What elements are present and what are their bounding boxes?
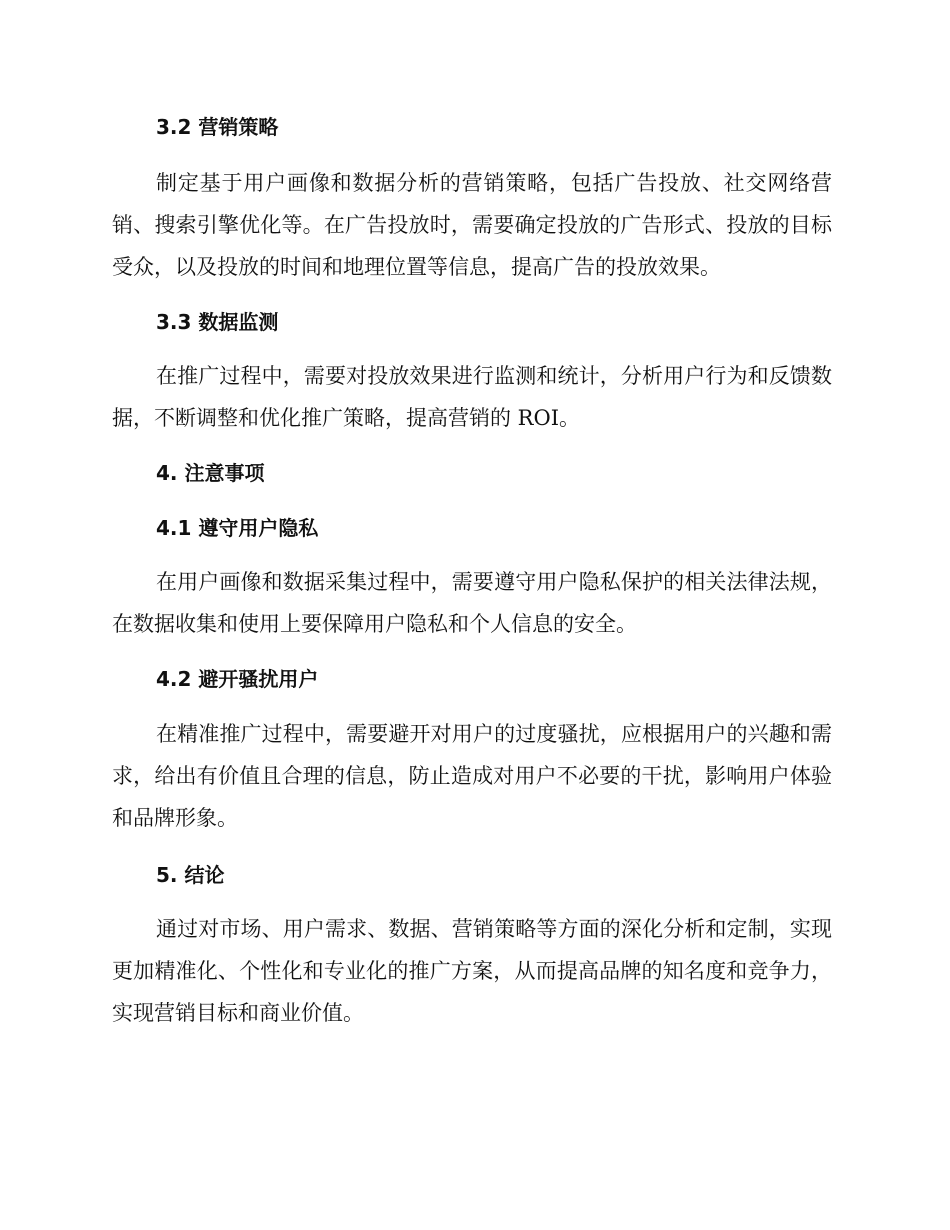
section-heading-5: 5. 结论 <box>156 863 225 887</box>
section-body-4-1: 在用户画像和数据采集过程中，需要遵守用户隐私保护的相关法律法规，在数据收集和使用上要保障用户隐私和个人信息的安全。 <box>112 570 832 636</box>
section-heading-3-3: 3.3 数据监测 <box>156 310 279 334</box>
section-body-5: 通过对市场、用户需求、数据、营销策略等方面的深化分析和定制，实现更加精准化、个性化和专业化的推广方案，从而提高品牌的知名度和竞争力，实现营销目标和商业价值。 <box>112 917 832 1025</box>
section-heading-4-2: 4.2 避开骚扰用户 <box>156 667 319 691</box>
section-body-4-2: 在精准推广过程中，需要避开对用户的过度骚扰，应根据用户的兴趣和需求，给出有价值且合理的信息，防止造成对用户不必要的干扰，影响用户体验和品牌形象。 <box>112 722 832 830</box>
section-heading-4-1: 4.1 遵守用户隐私 <box>156 516 319 540</box>
section-heading-3-2: 3.2 营销策略 <box>156 115 279 139</box>
section-body-3-3: 在推广过程中，需要对投放效果进行监测和统计，分析用户行为和反馈数据，不断调整和优化推广策略，提高营销的 ROI。 <box>112 364 832 430</box>
section-body-3-2: 制定基于用户画像和数据分析的营销策略，包括广告投放、社交网络营销、搜索引擎优化等。在广告投放时，需要确定投放的广告形式、投放的目标受众，以及投放的时间和地理位置等信息，提高广告的投放效果。 <box>112 171 832 279</box>
section-heading-4: 4. 注意事项 <box>156 461 265 485</box>
